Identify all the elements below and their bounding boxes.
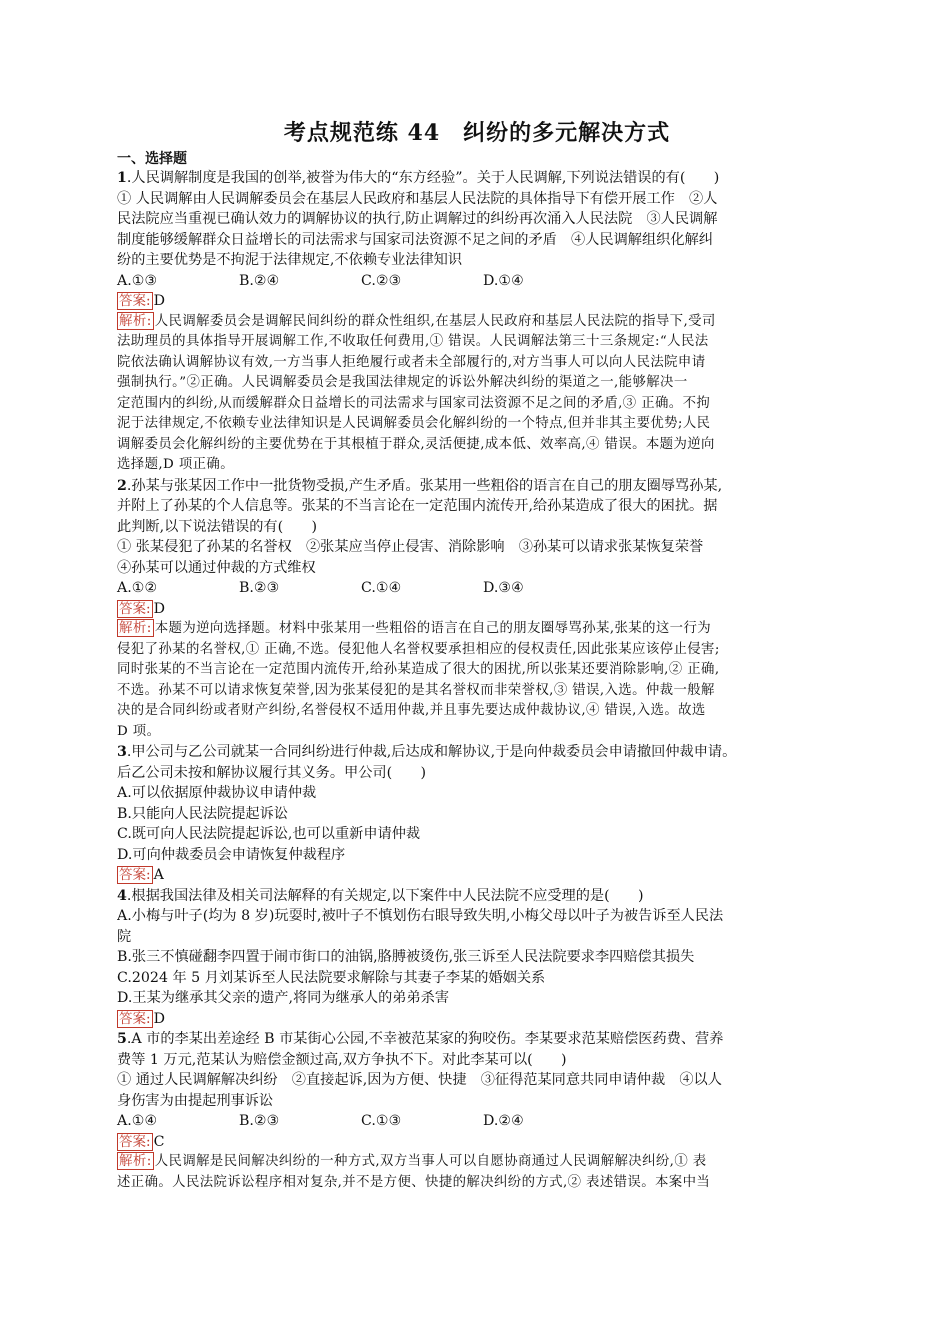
explanation-tag: 解析: bbox=[119, 312, 152, 329]
explanation-line: 侵犯了孙某的名誉权,① 正确,不选。侵犯他人名誉权要承担相应的侵权责任,因此张某应该停止侵害; bbox=[117, 641, 720, 657]
explanation-line: 选择题,D 项正确。 bbox=[117, 457, 234, 472]
explanation-tag: 解析: bbox=[119, 620, 152, 636]
question-2 bbox=[117, 476, 837, 743]
option-c: C.②③ bbox=[361, 272, 402, 289]
section-heading: 一、选择题 bbox=[117, 151, 187, 167]
question-line: 5.A 市的李某出差途经 B 市某街心公园,不幸被范某家的狗咬伤。李某要求范某赔偿医药费、营养 bbox=[117, 1031, 724, 1047]
answer-tag: 答案: bbox=[119, 600, 151, 617]
option-a: A.①④ bbox=[117, 1113, 158, 1129]
question-line: ① 张某侵犯了孙某的名誉权 ②张某应当停止侵害、消除影响 ③孙某可以请求张某恢复荣誉 bbox=[117, 539, 704, 555]
answer-line bbox=[117, 291, 837, 312]
option-line: B.只能向人民法院提起诉讼 bbox=[117, 805, 288, 822]
answer-value: A bbox=[153, 867, 164, 883]
explanation-line: 法助理员的具体指导开展调解工作,不收取任何费用,① 错误。人民调解法第三十三条规定:“人民法 bbox=[117, 334, 709, 349]
explanation-tag: 解析: bbox=[119, 1153, 152, 1169]
question-3 bbox=[117, 742, 837, 886]
option-b: B.②③ bbox=[239, 580, 280, 596]
answer-tag: 答案: bbox=[119, 867, 151, 883]
explanation-line: 决的是合同纠纷或者财产纠纷,名誉侵权不适用仲裁,并且事先要达成仲裁协议,④ 错误,入选。故选 bbox=[117, 703, 706, 718]
question-line: 2.孙某与张某因工作中一批货物受损,产生矛盾。张某用一些粗俗的语言在自己的朋友圈辱骂孙某, bbox=[117, 477, 723, 494]
explanation-line: 解析: 本题为逆向选择题。材料中张某用一些粗俗的语言在自己的朋友圈辱骂孙某,张某的这一行为 bbox=[119, 620, 712, 636]
explanation-line: 同时张某的不当言论在一定范围内流传开,给孙某造成了很大的困扰,所以张某还要消除影响,② 正确, bbox=[117, 662, 720, 677]
option-line: A.小梅与叶子(均为 8 岁)玩耍时,被叶子不慎划伤右眼导致失明,小梅父母以叶子为被告诉至人民法 bbox=[117, 908, 724, 924]
question-line: 1.人民调解制度是我国的创举,被誉为伟大的“东方经验”。关于人民调解,下列说法错误的有( ) bbox=[117, 170, 720, 186]
answer-line bbox=[117, 1132, 837, 1153]
question-line: 制度能够缓解群众日益增长的司法需求与国家司法资源不足之间的矛盾 ④人民调解组织化解纠 bbox=[117, 231, 713, 248]
explanation-line: 述正确。人民法院诉讼程序相对复杂,并不是方便、快捷的解决纠纷的方式,② 表述错误。本案中当 bbox=[117, 1174, 711, 1190]
option-b: B.②③ bbox=[239, 1113, 280, 1129]
option-d: D.②④ bbox=[483, 1113, 524, 1129]
explanation-line: 调解委员会化解纠纷的主要优势在于其根植于群众,灵活便捷,成本低、效率高,④ 错误。本题为逆向 bbox=[117, 436, 715, 452]
answer-line bbox=[117, 865, 837, 886]
question-line: 此判断,以下说法错误的有( ) bbox=[117, 518, 318, 535]
question-number: 2 bbox=[117, 477, 127, 494]
explanation-line: D 项。 bbox=[117, 723, 161, 739]
question-line: 后乙公司未按和解协议履行其义务。甲公司( ) bbox=[117, 764, 427, 781]
question-line: 4.根据我国法律及相关司法解释的有关规定,以下案件中人民法院不应受理的是( ) bbox=[117, 887, 644, 904]
question-number: 1 bbox=[117, 170, 127, 186]
option-line: 院 bbox=[117, 928, 132, 945]
option-row bbox=[117, 578, 837, 599]
explanation-line: 定范围内的纠纷,从而缓解群众日益增长的司法需求与国家司法资源不足之间的矛盾,③ 正确。不拘 bbox=[117, 395, 711, 411]
option-row bbox=[117, 1111, 837, 1132]
question-line: 身伤害为由提起刑事诉讼 bbox=[117, 1092, 274, 1109]
answer-tag: 答案: bbox=[119, 1133, 151, 1150]
document-page bbox=[117, 118, 837, 1193]
question-line: 纷的主要优势是不拘泥于法律规定,不依赖专业法律知识 bbox=[117, 252, 463, 268]
option-line: C.2024 年 5 月刘某诉至人民法院要求解除与其妻子李某的婚姻关系 bbox=[117, 969, 546, 986]
question-5 bbox=[117, 1029, 837, 1193]
page-title: 考点规范练 44 纠纷的多元解决方式 bbox=[283, 120, 671, 146]
answer-value: C bbox=[153, 1133, 165, 1150]
answer-value: D bbox=[153, 600, 165, 617]
question-number: 4 bbox=[117, 887, 127, 904]
option-line: D.可向仲裁委员会申请恢复仲裁程序 bbox=[117, 846, 346, 863]
option-b: B.②④ bbox=[239, 272, 280, 289]
option-row bbox=[117, 271, 837, 292]
question-line: ① 人民调解由人民调解委员会在基层人民政府和基层人民法院的具体指导下有偿开展工作 ②人 bbox=[117, 190, 718, 207]
question-4 bbox=[117, 886, 837, 1030]
explanation-line: 院依法确认调解协议有效,一方当事人拒绝履行或者未全部履行的,对方当事人可以向人民法院申请 bbox=[117, 354, 706, 370]
explanation-line: 不选。孙某不可以请求恢复荣誉,因为张某侵犯的是其名誉权而非荣誉权,③ 错误,入选。仲裁一般解 bbox=[117, 682, 715, 698]
explanation-line: 强制执行。”②正确。人民调解委员会是我国法律规定的诉讼外解决纠纷的渠道之一,能够解决一 bbox=[117, 375, 688, 390]
answer-line bbox=[117, 1009, 837, 1030]
question-line: 并附上了孙某的个人信息等。张某的不当言论在一定范围内流传开,给孙某造成了很大的困扰。据 bbox=[117, 498, 718, 514]
option-d: D.③④ bbox=[483, 580, 524, 596]
question-1 bbox=[117, 168, 837, 476]
option-line: A.可以依据原仲裁协议申请仲裁 bbox=[117, 785, 317, 801]
question-line: 费等 1 万元,范某认为赔偿金额过高,双方争执不下。对此李某可以( ) bbox=[117, 1051, 567, 1068]
option-a: A.①② bbox=[117, 580, 158, 596]
explanation-line: 解析: 人民调解委员会是调解民间纠纷的群众性组织,在基层人民政府和基层人民法院的指导下,受司 bbox=[119, 312, 716, 329]
question-line: 民法院应当重视已确认效力的调解协议的执行,防止调解过的纠纷再次涌入人民法院 ③人民调解 bbox=[117, 211, 718, 227]
option-a: A.①③ bbox=[117, 272, 158, 289]
answer-value: D bbox=[153, 1010, 165, 1027]
question-line: 3.甲公司与乙公司就某一合同纠纷进行仲裁,后达成和解协议,于是向仲裁委员会申请撤回仲裁申请。 bbox=[117, 744, 737, 760]
option-line: C.既可向人民法院提起诉讼,也可以重新申请仲裁 bbox=[117, 826, 421, 842]
question-line: ④孙某可以通过仲裁的方式维权 bbox=[117, 559, 316, 576]
option-c: C.①③ bbox=[361, 1113, 402, 1129]
question-line: ① 通过人民调解解决纠纷 ②直接起诉,因为方便、快捷 ③征得范某同意共同申请仲裁 ④以人 bbox=[117, 1072, 722, 1088]
question-number: 3 bbox=[117, 744, 127, 760]
answer-line bbox=[117, 599, 837, 620]
question-number: 5 bbox=[117, 1031, 127, 1047]
explanation-line: 解析: 人民调解是民间解决纠纷的一种方式,双方当事人可以自愿协商通过人民调解解决纠纷,① 表 bbox=[119, 1153, 707, 1169]
option-d: D.①④ bbox=[483, 272, 524, 289]
answer-value: D bbox=[153, 293, 165, 309]
answer-tag: 答案: bbox=[119, 1010, 151, 1027]
answer-tag: 答案: bbox=[119, 293, 151, 309]
option-c: C.①④ bbox=[361, 580, 402, 596]
explanation-line: 泥于法律规定,不依赖专业法律知识是人民调解委员会化解纠纷的一个特点,但并非其主要优势;人民 bbox=[117, 416, 711, 431]
option-line: B.张三不慎碰翻李四置于闹市街口的油锅,胳膊被烫伤,张三诉至人民法院要求李四赔偿其损失 bbox=[117, 949, 695, 965]
option-line: D.王某为继承其父亲的遗产,将同为继承人的弟弟杀害 bbox=[117, 990, 450, 1006]
